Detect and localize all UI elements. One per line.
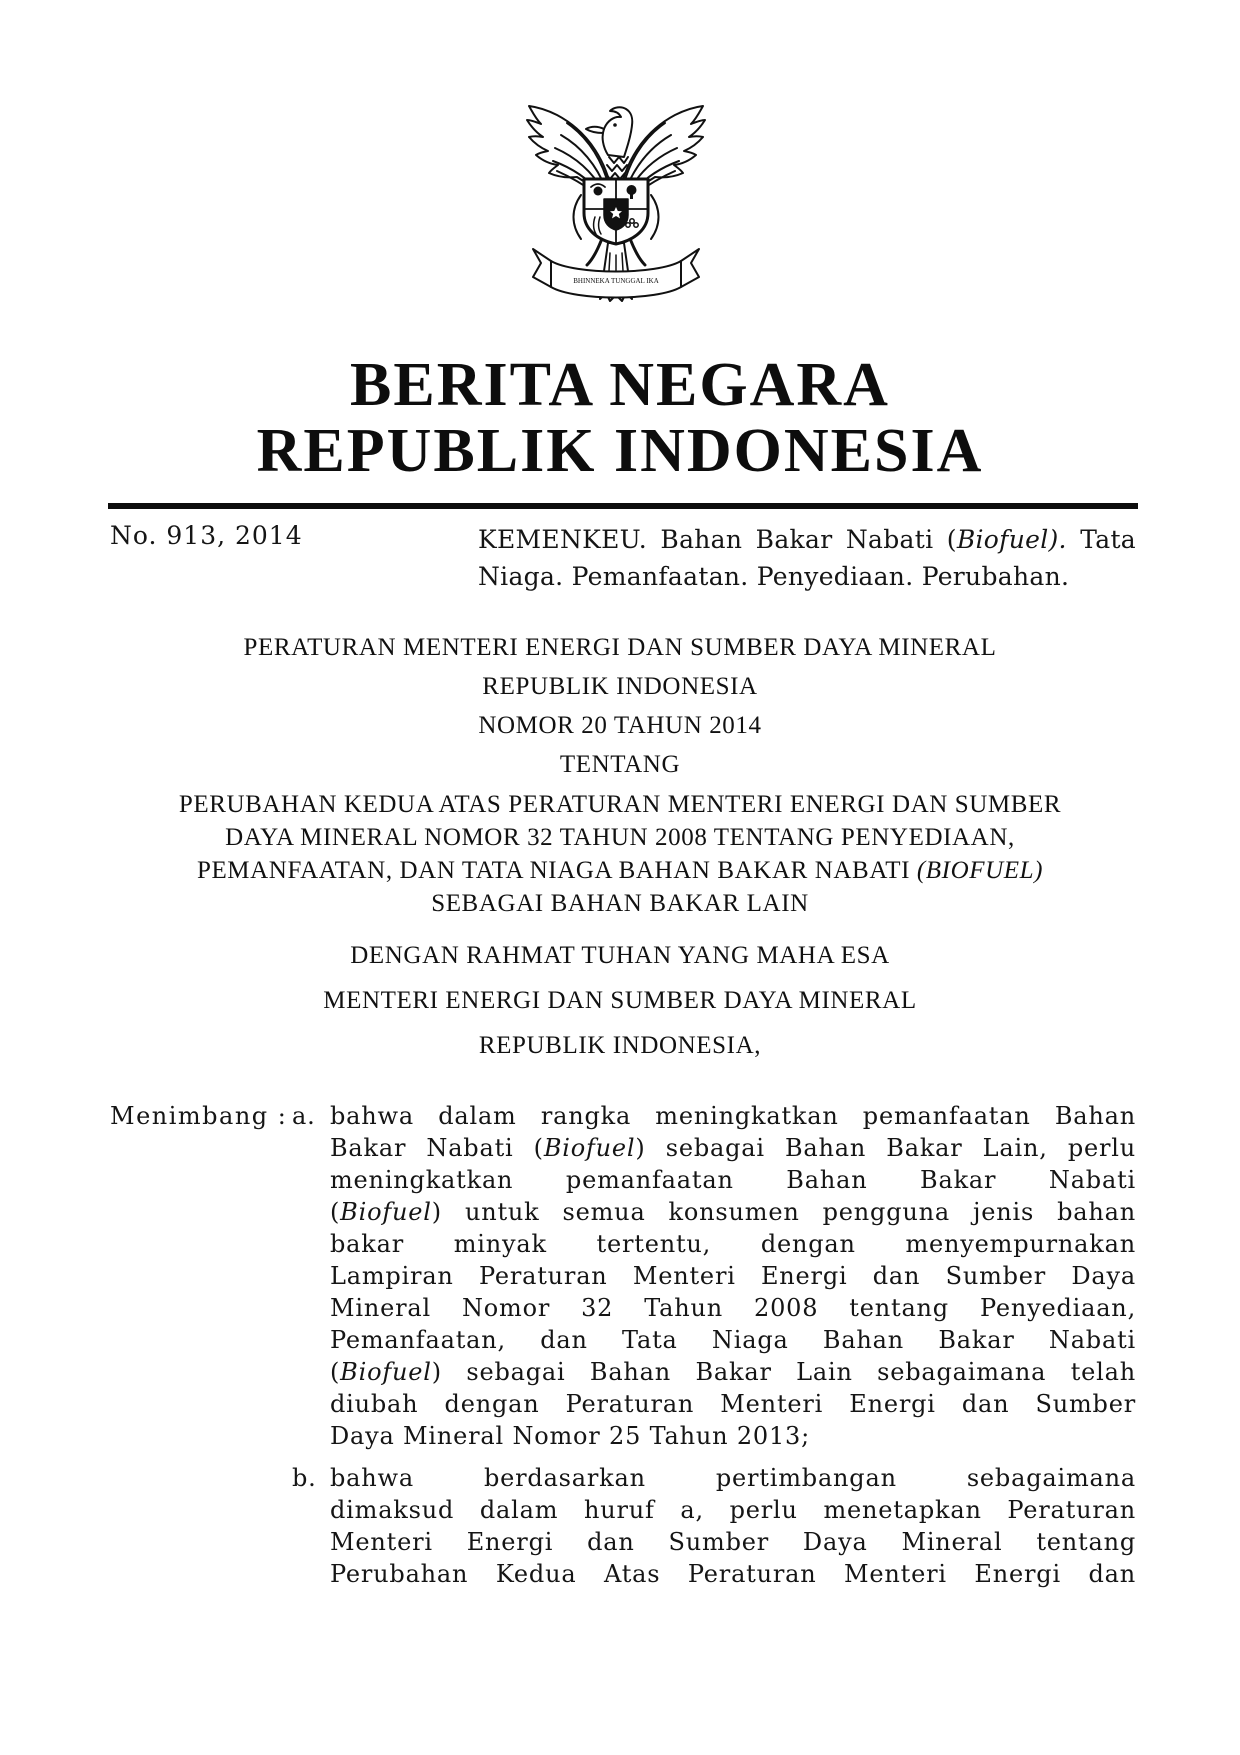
motto-text: BHINNEKA TUNGGAL IKA <box>573 277 659 285</box>
text-line: Mineral Nomor 32 Tahun 2008 tentang Penyediaan, <box>330 1294 1136 1322</box>
regulation-title <box>100 788 1140 920</box>
text-line: MENTERI ENERGI DAN SUMBER DAYA MINERAL <box>323 987 917 1014</box>
regulation-preamble <box>100 628 1140 784</box>
text-line: PERATURAN MENTERI ENERGI DAN SUMBER DAYA MINERAL <box>243 634 997 661</box>
text-line: PEMANFAATAN, DAN TATA NIAGA BAHAN BAKAR NABATI (BIOFUEL) <box>196 857 1044 884</box>
text-line: Bakar Nabati (Biofuel) sebagai Bahan Bakar Lain, perlu <box>330 1134 1136 1162</box>
text-line: bakar minyak tertentu, dengan menyempurnakan <box>330 1230 1136 1258</box>
masthead <box>0 352 1240 484</box>
gazette-number: No. 913, 2014 <box>110 521 303 550</box>
text-line: meningkatkan pemanfaatan Bahan Bakar Nabati <box>330 1166 1136 1194</box>
text-line: SEBAGAI BAHAN BAKAR LAIN <box>431 890 809 917</box>
text-line: Pemanfaatan, dan Tata Niaga Bahan Bakar Nabati <box>330 1326 1136 1354</box>
considering-item-b <box>292 1462 1136 1590</box>
text-line: KEMENKEU. Bahan Bakar Nabati (Biofuel). Tata <box>478 525 1136 554</box>
shield-tree-icon <box>627 185 637 195</box>
text-line: DAYA MINERAL NOMOR 32 TAHUN 2008 TENTANG PENYEDIAAN, <box>225 824 1015 851</box>
considering-item-a <box>292 1100 1136 1452</box>
item-text-b <box>330 1462 1136 1590</box>
text-line: (Biofuel) untuk semua konsumen pengguna jenis bahan <box>330 1198 1136 1226</box>
text-line: TENTANG <box>559 751 681 778</box>
invocation <box>100 933 1140 1068</box>
text-line: Perubahan Kedua Atas Peraturan Menteri Energi dan <box>330 1560 1136 1588</box>
text-line: NOMOR 20 TAHUN 2014 <box>478 712 762 739</box>
masthead-title-line2: REPUBLIK INDONESIA <box>256 417 984 485</box>
gazette-subject <box>478 521 1136 595</box>
masthead-rule <box>108 503 1138 509</box>
text-line: bahwa dalam rangka meningkatkan pemanfaatan Bahan <box>330 1102 1136 1130</box>
text-line: DENGAN RAHMAT TUHAN YANG MAHA ESA <box>350 942 890 969</box>
garuda-emblem-svg <box>525 103 707 303</box>
shield-bull-icon <box>594 187 603 196</box>
text-line: (Biofuel) sebagai Bahan Bakar Lain sebagaimana telah <box>330 1358 1136 1386</box>
masthead-title-line1: BERITA NEGARA <box>350 351 890 419</box>
text-line: PERUBAHAN KEDUA ATAS PERATURAN MENTERI ENERGI DAN SUMBER <box>178 791 1062 818</box>
text-line: Lampiran Peraturan Menteri Energi dan Sumber Daya <box>330 1262 1136 1290</box>
text-line: Daya Mineral Nomor 25 Tahun 2013; <box>330 1422 810 1450</box>
text-line: Niaga. Pemanfaatan. Penyediaan. Perubahan. <box>478 562 1070 591</box>
item-marker-b: b. <box>292 1464 317 1492</box>
text-line: diubah dengan Peraturan Menteri Energi dan Sumber <box>330 1390 1136 1418</box>
garuda-pancasila-emblem <box>525 103 707 303</box>
text-line: dimaksud dalam huruf a, perlu menetapkan Peraturan <box>330 1496 1136 1524</box>
item-text-a <box>330 1100 1136 1452</box>
text-line: bahwa berdasarkan pertimbangan sebagaimana <box>330 1464 1136 1492</box>
item-marker-a: a. <box>292 1102 316 1130</box>
considering-section <box>108 1100 1138 1590</box>
pancasila-shield <box>584 179 648 244</box>
text-line: REPUBLIK INDONESIA, <box>478 1032 762 1059</box>
text-line: REPUBLIK INDONESIA <box>482 673 758 700</box>
considering-label: Menimbang : <box>110 1102 288 1130</box>
text-line: Menteri Energi dan Sumber Daya Mineral tentang <box>330 1528 1136 1556</box>
